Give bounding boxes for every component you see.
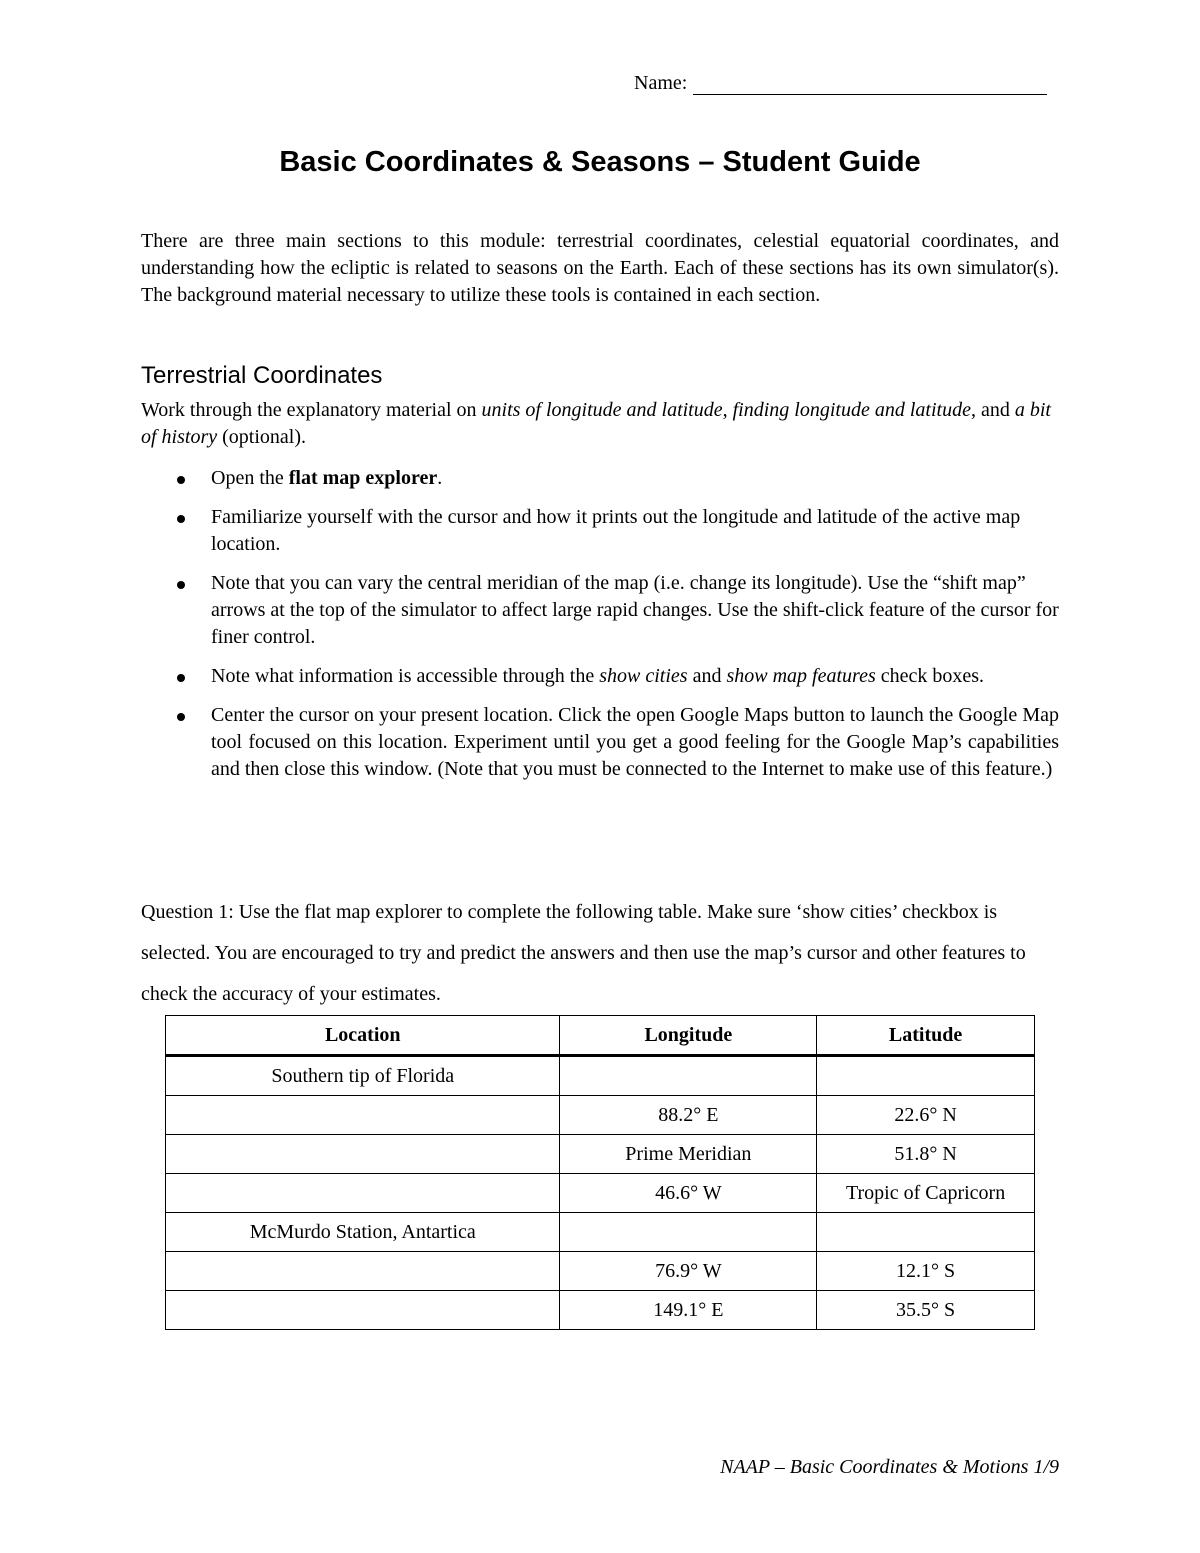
table-row: [166, 1213, 1035, 1252]
work-link-units: units of longitude and latitude: [481, 399, 723, 421]
table-row: [166, 1252, 1035, 1291]
bullet-text: Familiarize yourself with the cursor and how it prints out the longitude and latitude of the active map location.: [211, 506, 1021, 555]
cell-latitude: 51.8° N: [817, 1135, 1035, 1174]
table-row: [166, 1096, 1035, 1135]
work-text-2: ,: [722, 399, 733, 421]
header-location: Location: [166, 1016, 560, 1056]
list-item: [141, 702, 1059, 783]
bullet-icon: [177, 581, 185, 589]
section-heading: Terrestrial Coordinates: [141, 362, 383, 389]
work-text-3: , and: [970, 399, 1015, 421]
bullet-text: Center the cursor on your present location. Click the open Google Maps button to launch the Google Map tool focused on this location. Experiment until you get a good feeling for the Google Map’s capabilities and then close this window. (Note that you must be connected to the Internet to make use of this feature.): [211, 704, 1059, 780]
cell-latitude: 35.5° S: [817, 1291, 1035, 1330]
list-item: [141, 504, 1059, 558]
header-latitude: Latitude: [817, 1016, 1035, 1056]
show-map-features-label: show map features: [726, 665, 876, 687]
cell-longitude: [560, 1056, 817, 1096]
list-item: [141, 570, 1059, 651]
table-row: [166, 1174, 1035, 1213]
table-row: [166, 1291, 1035, 1330]
list-item: [141, 663, 1059, 690]
intro-paragraph: There are three main sections to this module: terrestrial coordinates, celestial equatorial coordinates, and understanding how the ecliptic is related to seasons on the Earth. Each of these sections has its own simulator(s). The background material necessary to utilize these tools is contained in each section.: [141, 230, 1059, 306]
bullet-text: Note that you can vary the central meridian of the map (i.e. change its longitude). Use the “shift map” arrows at the top of the simulator to affect large rapid changes. Use the shift-click feature of the cursor for finer control.: [211, 572, 1059, 648]
name-label: Name:: [634, 72, 688, 94]
bullet-text: and: [687, 665, 727, 687]
table-row: [166, 1056, 1035, 1096]
name-field: [634, 72, 1047, 95]
table-row: [166, 1135, 1035, 1174]
bullet-text: Open the: [211, 467, 289, 489]
show-cities-label: show cities: [599, 665, 688, 687]
cell-location: Southern tip of Florida: [166, 1056, 560, 1096]
coordinates-table: [165, 1015, 1035, 1330]
header-longitude: Longitude: [560, 1016, 817, 1056]
cell-location: [166, 1174, 560, 1213]
work-through-paragraph: [141, 397, 1059, 451]
cell-longitude: [560, 1213, 817, 1252]
bullet-text: check boxes.: [875, 665, 985, 687]
cell-location: McMurdo Station, Antartica: [166, 1213, 560, 1252]
name-blank-line: [693, 72, 1047, 95]
bullet-text: .: [437, 467, 443, 489]
cell-location: [166, 1252, 560, 1291]
cell-longitude: 46.6° W: [560, 1174, 817, 1213]
cell-location: [166, 1291, 560, 1330]
cell-latitude: Tropic of Capricorn: [817, 1174, 1035, 1213]
bullet-text: Note what information is accessible through the: [211, 665, 600, 687]
cell-longitude: 76.9° W: [560, 1252, 817, 1291]
bullet-icon: [177, 476, 185, 484]
cell-longitude: Prime Meridian: [560, 1135, 817, 1174]
cell-longitude: 88.2° E: [560, 1096, 817, 1135]
cell-latitude: [817, 1056, 1035, 1096]
bullet-icon: [177, 515, 185, 523]
cell-longitude: 149.1° E: [560, 1291, 817, 1330]
cell-latitude: 12.1° S: [817, 1252, 1035, 1291]
page-title: Basic Coordinates & Seasons – Student Guide: [279, 146, 921, 178]
cell-latitude: 22.6° N: [817, 1096, 1035, 1135]
question-1: Question 1: Use the flat map explorer to complete the following table. Make sure ‘show cities’ checkbox is selected. You are encouraged to try and predict the answers and then use the map’s cursor and other features to check the accuracy of your estimates.: [141, 901, 1026, 1005]
cell-location: [166, 1096, 560, 1135]
instruction-list: [141, 465, 1059, 795]
bullet-icon: [177, 674, 185, 682]
cell-location: [166, 1135, 560, 1174]
page-footer: NAAP – Basic Coordinates & Motions 1/9: [720, 1456, 1059, 1478]
work-text-1: Work through the explanatory material on: [141, 399, 482, 421]
list-item: [141, 465, 1059, 492]
cell-latitude: [817, 1213, 1035, 1252]
work-text-4: (optional).: [217, 426, 306, 448]
flat-map-explorer-label: flat map explorer: [288, 467, 438, 489]
table-header-row: [166, 1016, 1035, 1056]
work-link-history: a bit of history: [141, 399, 1051, 448]
work-link-finding: finding longitude and latitude: [732, 399, 971, 421]
bullet-icon: [177, 713, 185, 721]
